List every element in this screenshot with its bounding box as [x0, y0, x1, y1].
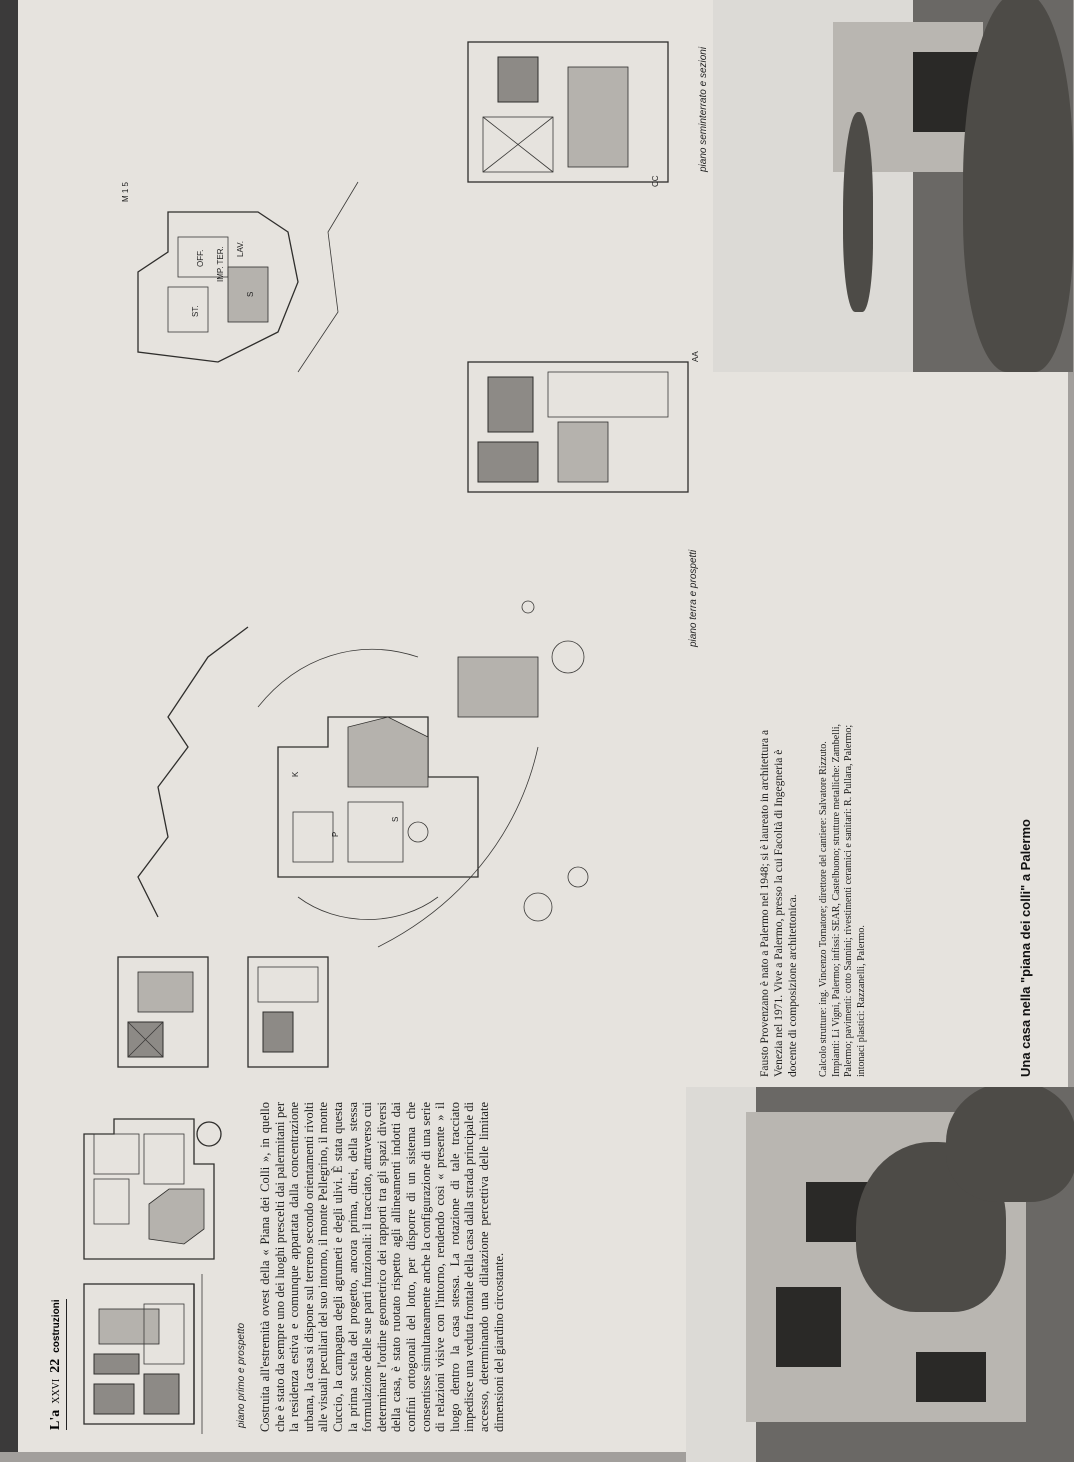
section-cc: [468, 42, 668, 187]
issue-number: XXVI: [50, 1378, 62, 1404]
basement-plan: [121, 181, 358, 372]
room-label: S: [246, 291, 255, 297]
room-label: IMP. TER.: [216, 246, 225, 282]
author-bio: Fausto Provenzano è nato a Palermo nel 1948; si è laureato in architettura a Venezia nel 1971. Vive a Palermo, presso la cui Facoltà di Ingegneria è docente di composizione architettonica.: [759, 729, 799, 1077]
rotated-page-canvas: [18, 0, 1068, 1452]
section-label: AA: [691, 351, 700, 362]
window: [916, 1352, 986, 1402]
room-label: K: [291, 771, 300, 777]
tree-trunk: [843, 112, 873, 312]
ground-floor-plan: [138, 601, 588, 947]
first-floor-caption: piano primo e prospetto: [236, 1322, 247, 1428]
page-content: [18, 0, 1068, 1452]
ground-floor-drawing: [98, 517, 718, 1077]
room-label: P: [331, 831, 340, 837]
ground-floor-caption: piano terra e prospetti: [688, 549, 699, 647]
house-facade-photo: [686, 1087, 1074, 1462]
scale-label: M 1 5: [121, 181, 130, 202]
ground-floor-plan-svg: [98, 517, 718, 1077]
room-label: S: [391, 816, 400, 822]
ground-floor-elevations: [118, 957, 328, 1067]
page-number: 22: [48, 1358, 63, 1373]
basement-plan-svg: [98, 12, 718, 512]
elevation-drawing: [84, 1274, 202, 1434]
section-aa: [468, 351, 700, 492]
magazine-page: [18, 0, 1068, 1452]
room-label: OFF.: [196, 249, 205, 267]
tree-foliage: [946, 1087, 1074, 1202]
section-label: CC: [651, 175, 660, 187]
tree-house-photo: [713, 0, 1073, 372]
construction-credits: Calcolo strutture: ing. Vincenzo Tornatore; direttore del cantiere: Salvatore Rizzuto. Impianti: Li Vigni, Palermo; infissi: SEAR, Castelbuono; strutture metalliche: Zambelli, Palermo; pavimenti: cotto Sannini; rivestimenti ceramici e sanitari: R. Pullara, Palermo; intonaci plastici: Razzanelli, Palermo.: [818, 723, 867, 1077]
basement-caption: piano seminterrato e sezioni: [698, 46, 709, 172]
basement-drawing: [98, 12, 718, 512]
article-title: Una casa nella "piana dei colli" a Palermo: [1018, 819, 1033, 1077]
section-name: costruzioni: [50, 1299, 62, 1353]
magazine-header: [48, 1299, 67, 1430]
ground-foliage: [963, 0, 1073, 372]
room-label: LAV.: [236, 240, 245, 257]
room-label: ST.: [191, 305, 200, 317]
article-body: Costruita all'estremità ovest della « Piana dei Colli », in quello che è stato da sempre uno dei luoghi prescelti dai palermitani per la residenza estiva e comunque appartata dalla concentrazione urbana, la casa si dispone sul terreno secondo orientamenti rivolti alle visuali peculiari del suo intorno, il monte Pellegrino, il monte Cuccio, la campagna degli agrumeti e degli ulivi. È stata questa la prima scelta del progetto, ancora prima, direi, della stessa formulazione delle sue parti funzionali: il tracciato, attraverso cui determinare l'ordine geometrico dei rapporti tra gli spazi diversi della casa, è stato ruotato rispetto agli allineamenti indotti dai confini ortogonali del lotto, per disporre di un sistema che consentisse simultaneamente anche la configurazione di una serie di relazioni visive con l'intorno, rendendo così « presente » il luogo dentro la casa stessa. La rotazione di tale tracciato impedisce una veduta frontale della casa dalla strada principale di accesso, determinando una dilatazione percettiva delle limitate dimensioni del giardino circostante.: [258, 1102, 506, 1432]
window: [776, 1287, 841, 1367]
magazine-logo: L'a: [48, 1409, 63, 1430]
first-floor-plan: [84, 1119, 221, 1259]
